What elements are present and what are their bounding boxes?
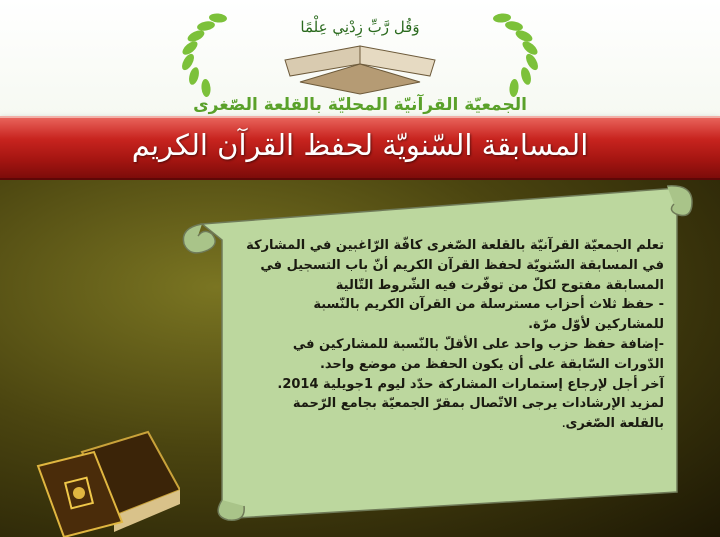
contact-text: لمزيد الإرشادات يرجى الاتّصال بمقرّ الجمعيّة بجامع الرّحمة بالقلعة الصّغرى [292,396,664,432]
competition-title: المسابقة السّنويّة لحفظ القرآن الكريم [131,128,589,162]
contact-info [244,394,664,436]
association-name: الجمعيّة القرآنيّة المحليّة بالقلعة الصّغرى [193,95,527,115]
deadline-notice: آخر أجل لإرجاع إستمارات المشاركة حدّد ليوم 1جويلية 2014. [277,376,664,392]
trailing-mark: . [562,420,566,431]
association-emblem [150,2,570,116]
emblem-verse: وَقُل رَّبِّ زِدْنِي عِلْمًا [300,18,420,36]
condition-returning: -إضافة حفظ حزب واحد على الأقلّ بالنّسبة للمشاركين في الدّورات السّابقة على أن يكون الحفظ من موضع واحد. [292,336,664,372]
announcement-text [244,236,664,436]
quran-books-image [30,400,180,537]
header-area [0,0,720,118]
condition-first-time: - حفظ ثلاث أحزاب مسترسلة من القرآن الكريم بالنّسبة للمشاركين لأوّل مرّة. [313,297,664,333]
title-banner [0,116,720,180]
announcement-intro: تعلم الجمعيّة القرآنيّة بالقلعة الصّغرى كافّة الرّاغبين في المشاركة في المسابقة السّنويّة لحفظ القرآن الكريم أنّ باب التسجيل في المسابقة مفتوح لكلّ من توفّرت فيه الشّروط التّالية [246,238,664,293]
